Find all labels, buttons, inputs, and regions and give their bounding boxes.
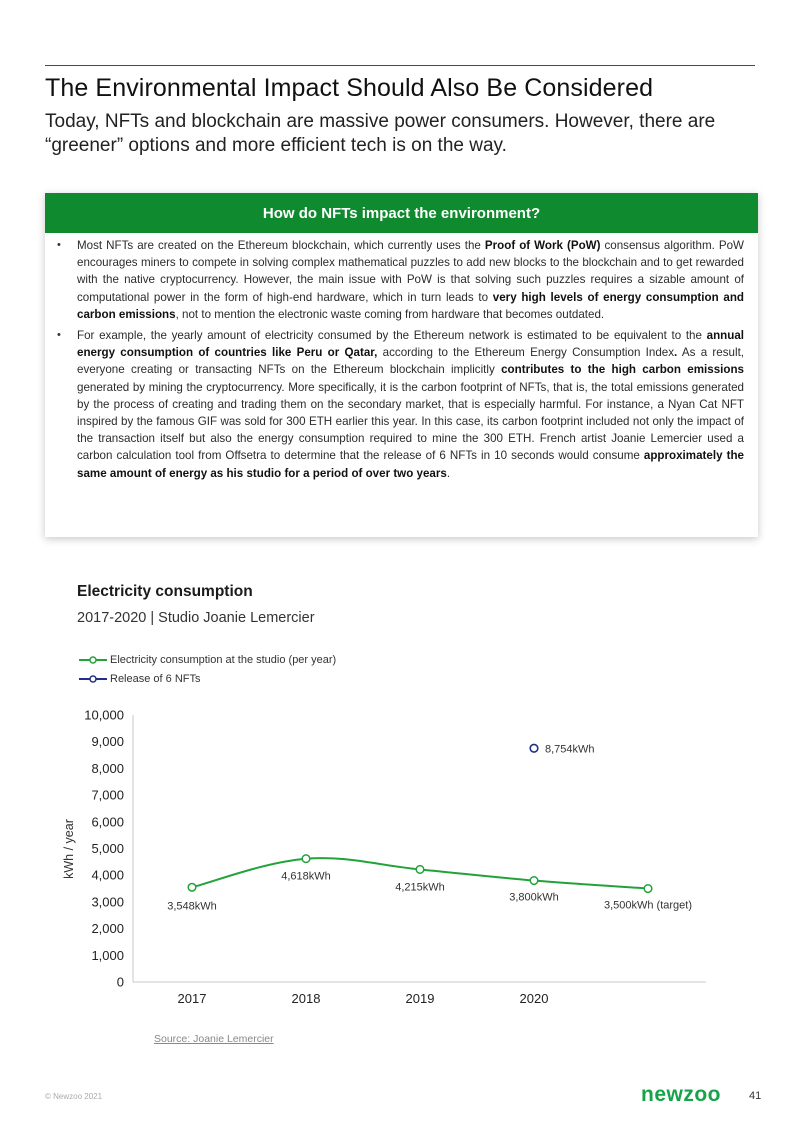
bullet-text: , not to mention the electronic waste coming from hardware that becomes outdated. xyxy=(175,307,605,321)
x-tick-label: 2018 xyxy=(291,991,321,1006)
bullet-emphasis: annual energy consumption of countries like Peru or Qatar, xyxy=(77,329,744,360)
source-link[interactable]: Source: Joanie Lemercier xyxy=(154,1033,274,1045)
page-subtitle: Today, NFTs and blockchain are massive power consumers. However, there are “greener” options and more efficient tech is on the way. xyxy=(45,111,716,156)
y-axis-label: kWh / year xyxy=(62,819,76,879)
bullet-text: . xyxy=(446,466,451,480)
y-tick-label: 5,000 xyxy=(91,841,124,856)
data-label: 8,754kWh xyxy=(545,743,595,756)
y-tick-label: 6,000 xyxy=(91,814,124,830)
y-tick-label: 0 xyxy=(116,974,124,990)
bullet-text: Most NFTs are created on the Ethereum blockchain, which currently uses the xyxy=(77,239,485,252)
legend-label: Release of 6 NFTs xyxy=(110,673,201,685)
chart-subtitle: 2017-2020 | Studio Joanie Lemercier xyxy=(77,610,315,626)
x-tick-label: 2019 xyxy=(405,991,435,1006)
y-tick-label: 1,000 xyxy=(91,947,124,963)
bullet-emphasis: contributes to the high carbon emissions xyxy=(501,363,744,377)
data-label: 4,618kWh xyxy=(281,870,331,883)
bullet-emphasis: Proof of Work (PoW) xyxy=(484,239,601,252)
studio-consumption-point xyxy=(644,885,652,893)
studio-consumption-point xyxy=(530,877,538,885)
bullet-text: For example, the yearly amount of electricity consumed by the Ethereum network is estimated to be equivalent to the xyxy=(77,329,707,343)
card-heading: How do NFTs impact the environment? xyxy=(45,193,758,233)
footer-copyright: © Newzoo 2021 xyxy=(45,1092,103,1101)
data-label: 3,800kWh xyxy=(509,891,559,904)
bullet-emphasis: . xyxy=(674,346,678,360)
data-label: 3,500kWh (target) xyxy=(603,899,693,912)
page-title: The Environmental Impact Should Also Be Considered xyxy=(45,74,654,102)
bullet-text: consensus algorithm. PoW encourages miners to compete in solving complex mathematical puzzles to add new blocks to the blockchain and to get rewarded with the native cryptocurrency. However, the main issue with PoW is that solving such puzzles requires a sizable amount of computational power in the form of high-end hardware, which in turn leads to xyxy=(77,239,744,304)
y-tick-label: 9,000 xyxy=(91,734,124,750)
bullet-emphasis: very high levels of energy consumption and carbon emissions xyxy=(77,290,744,321)
chart-title: Electricity consumption xyxy=(77,583,253,600)
x-tick-label: 2020 xyxy=(519,991,549,1006)
bullet-text: generated by mining the cryptocurrency. More specifically, it is the carbon footprint of NFTs, that is, the total emissions generated by the process of creating and trading them on the secondary market, that is especially harmful. For instance, a Nyan Cat NFT inspired by the famous GIF was sold for 300 ETH earlier this year. In this case, its carbon footprint included not only the impact of the transaction itself but also the energy consumption required to mine the 300 ETH. French artist Joanie Lemercier used a carbon calculation tool from Offsetra to determine that the release of 6 NFTs in 10 seconds would consume xyxy=(77,380,744,463)
studio-consumption-point xyxy=(302,855,310,863)
y-tick-label: 2,000 xyxy=(91,921,124,937)
y-tick-label: 7,000 xyxy=(91,787,124,803)
x-tick-label: 2017 xyxy=(177,991,207,1006)
nft-release-point xyxy=(530,744,538,752)
data-label: 4,215kWh xyxy=(395,881,445,894)
bullet-text: according to the Ethereum Energy Consumption Index xyxy=(377,346,675,360)
studio-consumption-point xyxy=(416,866,424,874)
y-tick-label: 3,000 xyxy=(91,894,124,910)
bullet-text: As a result, everyone creating or transacting NFTs on the Ethereum blockchain implicitly xyxy=(77,346,745,377)
newzoo-logo: newzoo xyxy=(641,1083,721,1106)
data-label: 3,548kWh xyxy=(167,900,217,913)
page-number: 41 xyxy=(749,1090,762,1102)
y-tick-label: 10,000 xyxy=(84,707,124,723)
y-tick-label: 4,000 xyxy=(91,867,124,883)
studio-consumption-point xyxy=(188,883,196,891)
bullet-emphasis: approximately the same amount of energy as his studio for a period of over two years xyxy=(77,449,744,480)
legend-label: Electricity consumption at the studio (per year) xyxy=(110,654,337,666)
y-tick-label: 8,000 xyxy=(91,760,124,776)
